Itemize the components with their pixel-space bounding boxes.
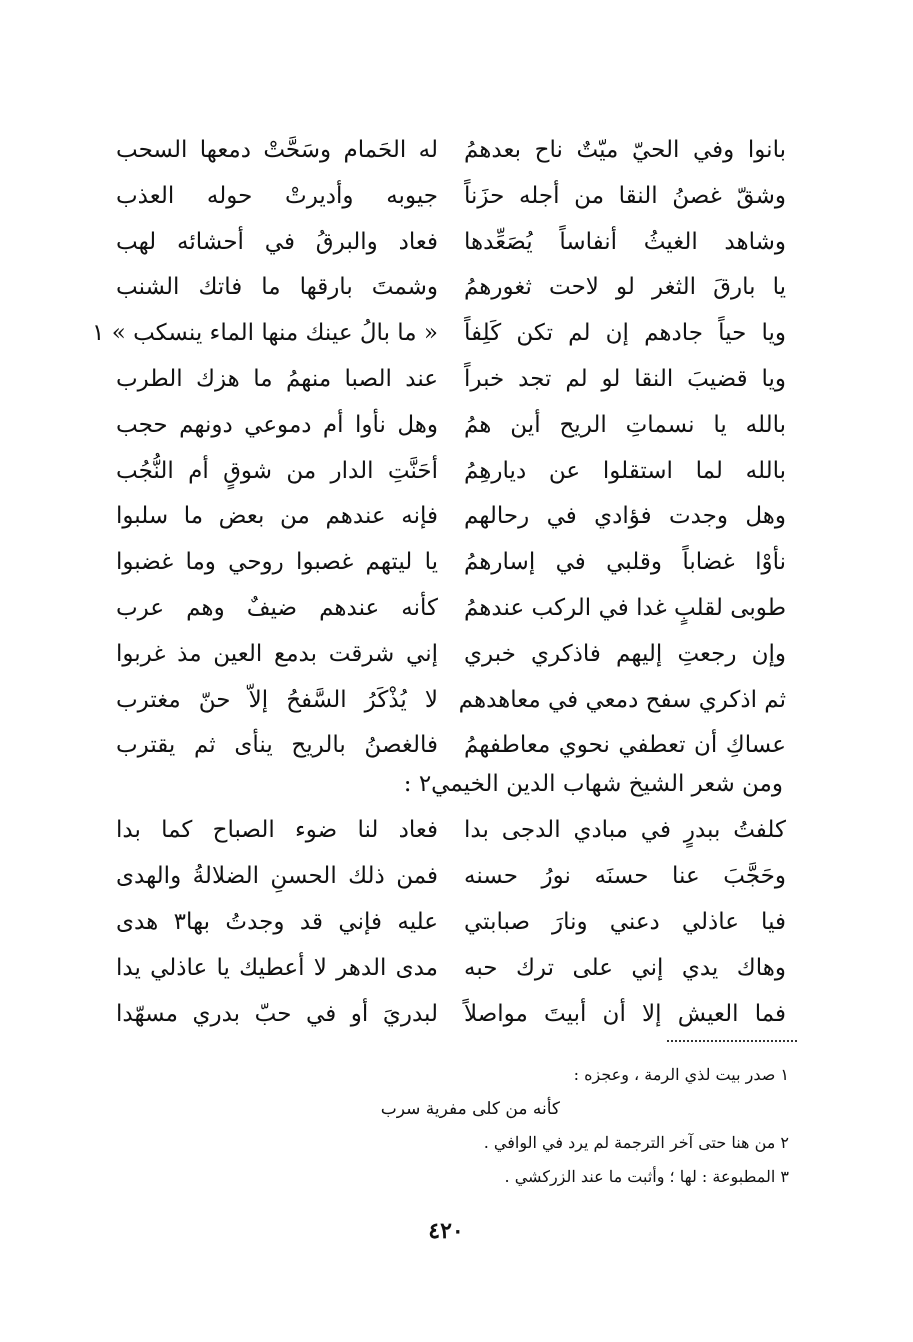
verse-line [0,128,913,172]
verse-line [0,494,913,538]
second-hemistich: فعاد لنا ضوء الصباح كما بدا [116,817,438,843]
second-hemistich: أحَنَّتِ الدار من شوقٍ أم النُّجُب [116,457,438,484]
verse-line [0,678,913,722]
first-hemistich: وشاهد الغيثُ أنفاساً يُصَعِّدها [464,228,786,255]
second-hemistich: فعاد والبرقُ في أحشائه لهب [116,228,438,255]
second-hemistich: فالغصنُ بالريح ينأى ثم يقترب [116,732,438,759]
page-number: ٤٢٠ [428,1218,464,1244]
first-hemistich: ويا حياً جادهم إن لم تكن كَلِفاً [464,320,786,347]
verse-line [0,220,913,264]
footnote-2: ٢ من هنا حتى آخر الترجمة لم يرد في الوافي . [483,1133,789,1152]
second-hemistich: فمن ذلك الحسنِ الضلالةُ والهدى [116,863,438,889]
second-hemistich: « ما بالُ عينك منها الماء ينسكب » ١ [92,320,438,347]
first-hemistich: وهاك يدي إني على ترك حبه [464,955,786,981]
first-hemistich: عساكِ أن تعطفي نحوي معاطفهمُ [464,732,786,759]
first-hemistich: ويا قضيبَ النقا لو لم تجد خبراً [464,366,786,392]
footnote-1-verse: كأنه من كلى مفرية سرب [380,1099,560,1119]
first-hemistich: فيا عاذلي دعني ونارَ صبابتي [464,909,786,935]
footnote-1: ١ صدر بيت لذي الرمة ، وعجزه : [573,1065,789,1084]
first-hemistich: ثم اذكري سفح دمعي في معاهدهم [458,686,786,713]
verse-line [0,808,913,852]
first-hemistich: فما العيش إلا أن أبيتَ مواصلاً [464,1001,786,1027]
second-hemistich: فإنه عندهم من بعض ما سلبوا [116,503,438,530]
verse-line [0,265,913,309]
second-hemistich: عند الصبا منهمُ ما هزك الطرب [116,366,438,392]
verse-line [0,723,913,767]
first-hemistich: طوبى لقلبٍ غدا في الركب عندهمُ [464,595,786,621]
second-hemistich: مدى الدهر لا أعطيك يا عاذلي يدا [116,955,438,981]
second-hemistich: إني شرقت بدمع العين مذ غربوا [116,640,438,667]
verse-line [0,586,913,630]
first-hemistich: بانوا وفي الحيّ ميّتٌ ناح بعدهمُ [464,137,786,163]
second-hemistich: كأنه عندهم ضيفٌ وهم عرب [116,595,438,621]
verse-line [0,403,913,447]
second-hemistich: وهل نأوا أم دموعي دونهم حجب [116,411,438,438]
verse-line [0,311,913,355]
second-hemistich: لبدريَ أو في حبّ بدري مسهّدا [116,1001,438,1027]
first-hemistich: بالله لما استقلوا عن ديارهِمُ [464,457,786,484]
second-hemistich: يا ليتهم غصبوا روحي وما غضبوا [116,549,438,576]
verse-line [0,992,913,1036]
footnote-3: ٣ المطبوعة : لها ؛ وأثبت ما عند الزركشي . [504,1167,789,1186]
first-hemistich: وشقّ غصنُ النقا من أجله حزَناً [464,182,786,209]
verse-line [0,540,913,584]
verse-line [0,854,913,898]
verse-line [0,174,913,218]
first-hemistich: وهل وجدت فؤادي في رحالهم [464,503,786,530]
first-hemistich: كلفتُ ببدرٍ في مبادي الدجى بدا [464,817,786,843]
first-hemistich: بالله يا نسماتِ الريح أين همُ [464,411,786,438]
verse-line [0,946,913,990]
verse-line [0,449,913,493]
verse-line [0,900,913,944]
second-hemistich: عليه فإني قد وجدتُ بها٣ هدى [116,909,439,935]
second-hemistich: لا يُذْكَرُ السَّفحُ إلاّ حنّ مغترب [116,686,438,713]
first-hemistich: يا بارقَ الثغر لو لاحت ثغورهمُ [464,274,786,301]
footnote-separator [667,1040,797,1042]
verse-line [0,357,913,401]
second-hemistich: له الحَمام وسَحَّتْ دمعها السحب [116,137,438,163]
second-hemistich: جيوبه وأديرتْ حوله العذب [116,182,438,209]
second-hemistich: وشمتَ بارقها ما فاتك الشنب [116,274,438,301]
first-hemistich: نأوْا غضاباً وقلبي في إسارهمُ [464,549,786,576]
first-hemistich: وحَجَّبَ عنا حسنَه نورُ حسنه [464,863,786,889]
verse-line [0,632,913,676]
first-hemistich: وإن رجعتِ إليهم فاذكري خبري [464,640,786,667]
poem-introduction: ومن شعر الشيخ شهاب الدين الخيمي٢ : [403,771,783,797]
